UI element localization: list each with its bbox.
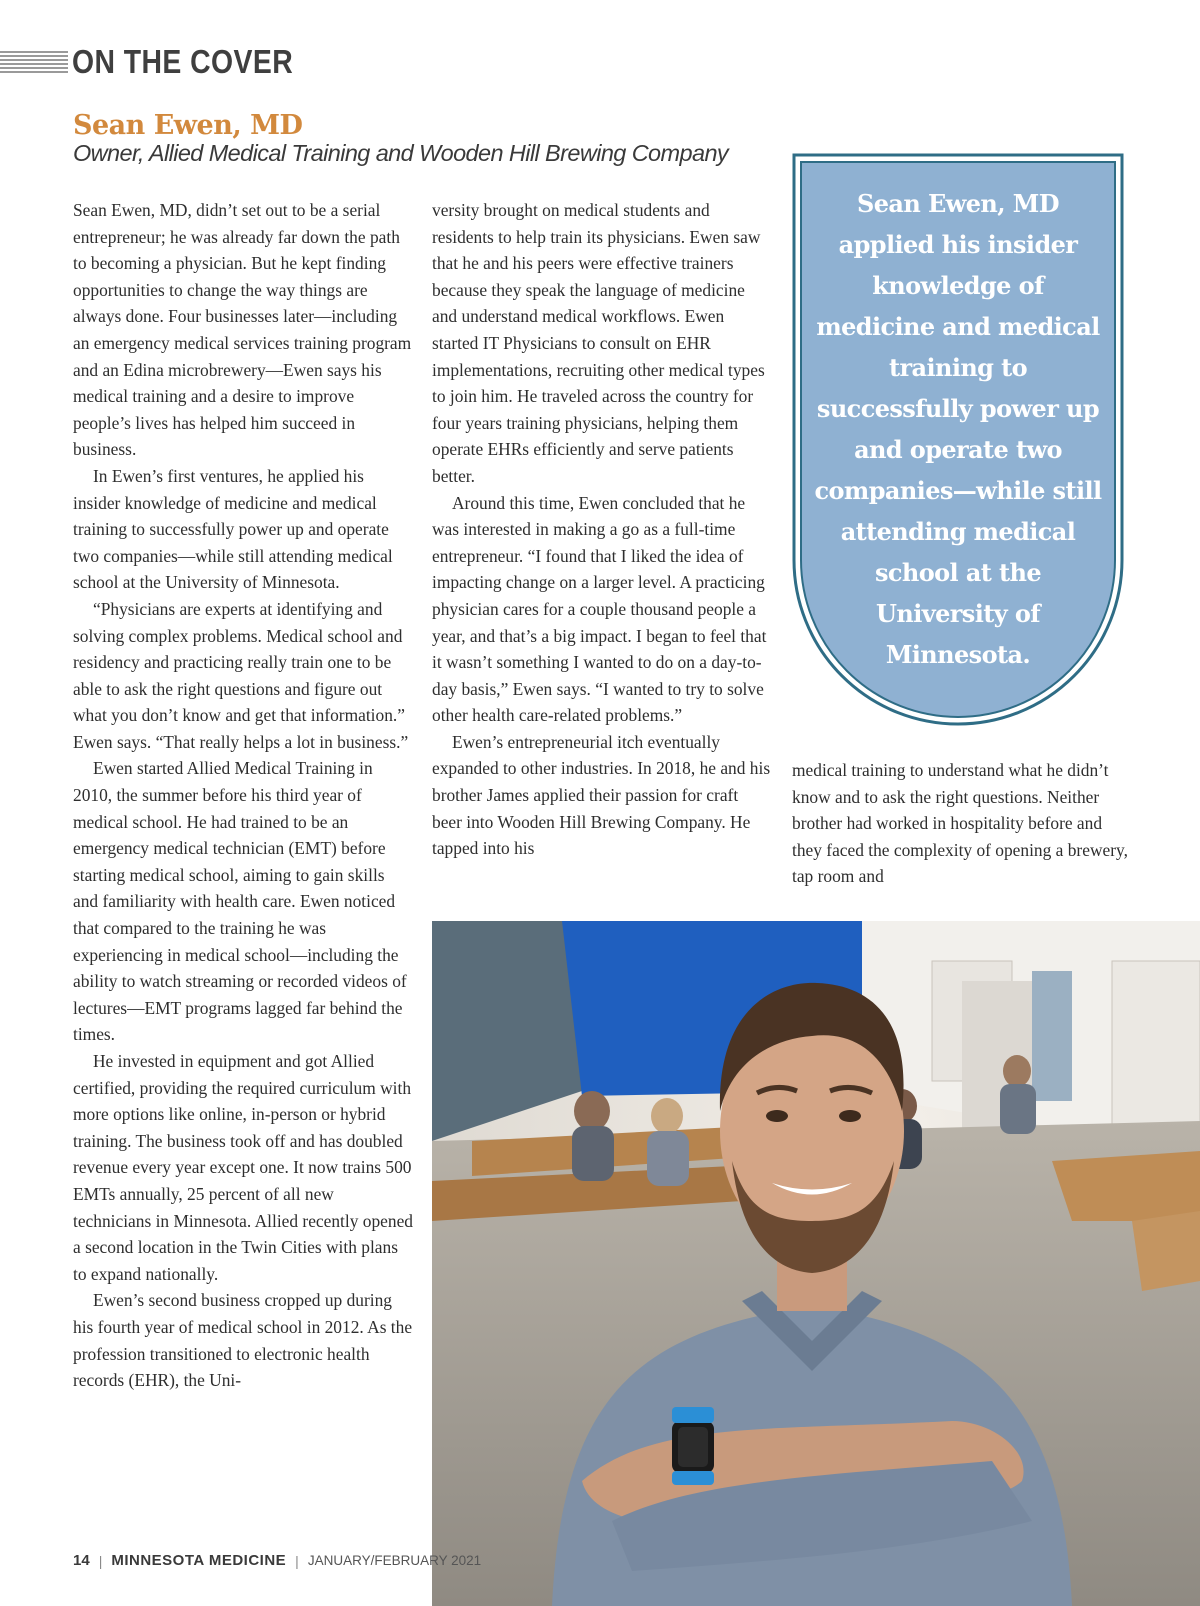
footer-separator: | [98, 1552, 103, 1569]
section-title: ON THE COVER [72, 43, 294, 80]
portrait-photo-illustration [432, 921, 1200, 1606]
paragraph: He invested in equipment and got Allied certified, providing the required curriculum with more options like online, in-person or hybrid training. The business took off and has doubled revenue every year except one. It now trains 500 EMTs annually, 25 percent of all new technicians in Minnesota. Allied recently opened a second location in the Twin Cities with plans to expand nationally. [73, 1051, 413, 1284]
portrait-photo [432, 921, 1200, 1606]
paragraph: medical training to understand what he didn’t know and to ask the right questions. Neither brother had worked in hospitality before and they faced the complexity of opening a brewery, tap room and [792, 760, 1128, 887]
header-rule-decoration [0, 51, 68, 73]
profile-name: Sean Ewen, MD [73, 110, 303, 141]
paragraph: Sean Ewen, MD, didn’t set out to be a serial entrepreneur; he was already far down the path to becoming a physician. But he kept finding opportunities to change the way things are always done. Four businesses later—including an emergency medical services training program and an Edina microbrewery—Ewen says his medical training and a desire to improve people’s lives has helped him succeed in business. [73, 200, 412, 460]
article-column-1 [73, 197, 413, 1394]
pullquote-text: Sean Ewen, MD applied his insider knowledge of medicine and medical training to successfully power up and operate two companies—while still attending medical school at the University of Minnesota. [814, 189, 1102, 669]
issue-date: JANUARY/FEBRUARY 2021 [307, 1553, 482, 1568]
pullquote [792, 153, 1124, 726]
paragraph: Ewen started Allied Medical Training in 2010, the summer before his third year of medical school. He had trained to be an emergency medical technician (EMT) before starting medical school, aiming to gain skills and familiarity with health care. Ewen noticed that compared to the training he was experiencing in medical school—including the ability to watch streaming or recorded videos of lectures—EMT programs lagged far behind the times. [73, 758, 407, 1045]
profile-title: Owner, Allied Medical Training and Wooden Hill Brewing Company [73, 140, 729, 166]
paragraph: versity brought on medical students and residents to help train its physicians. Ewen saw that he and his peers were effective trainers because they speak the language of medicine and understand medical workflows. Ewen started IT Physicians to consult on EHR implementations, recruiting other medical types to join him. He traveled across the country for four years training physicians, helping them operate EHRs efficiently and serve patients better. [432, 200, 765, 486]
paragraph: Ewen’s entrepreneurial itch eventually expanded to other industries. In 2018, he and his brother James applied their passion for craft beer into Wooden Hill Brewing Company. He tapped into his [432, 731, 771, 859]
paragraph: Around this time, Ewen concluded that he was interested in making a go as a full-time entrepreneur. “I found that I liked the idea of impacting change on a larger level. A practicing physician cares for a couple thousand people a year, and that’s a big impact. I began to feel that it wasn’t something I wanted to do on a day-to-day basis,” Ewen says. “I wanted to try to solve other health care-related problems.” [432, 492, 767, 726]
paragraph: “Physicians are experts at identifying and solving complex problems. Medical school and residency and practicing really train one to be able to ask the right questions and figure out what you don’t know and get that information.” Ewen says. “That really helps a lot in business.” [73, 598, 409, 752]
article-column-2 [432, 197, 772, 862]
magazine-name: MINNESOTA MEDICINE [111, 1552, 287, 1569]
page-number: 14 [73, 1552, 90, 1569]
paragraph: In Ewen’s first ventures, he applied his insider knowledge of medicine and medical training to successfully power up and operate two companies—while still attending medical school at the University of Minnesota. [73, 465, 393, 593]
footer-separator: | [295, 1552, 299, 1569]
page-footer [73, 1552, 481, 1569]
section-header [0, 40, 329, 84]
article-column-3 [792, 757, 1132, 890]
paragraph: Ewen’s second business cropped up during his fourth year of medical school in 2012. As the profession transitioned to electronic health records (EHR), the Uni- [73, 1290, 413, 1391]
